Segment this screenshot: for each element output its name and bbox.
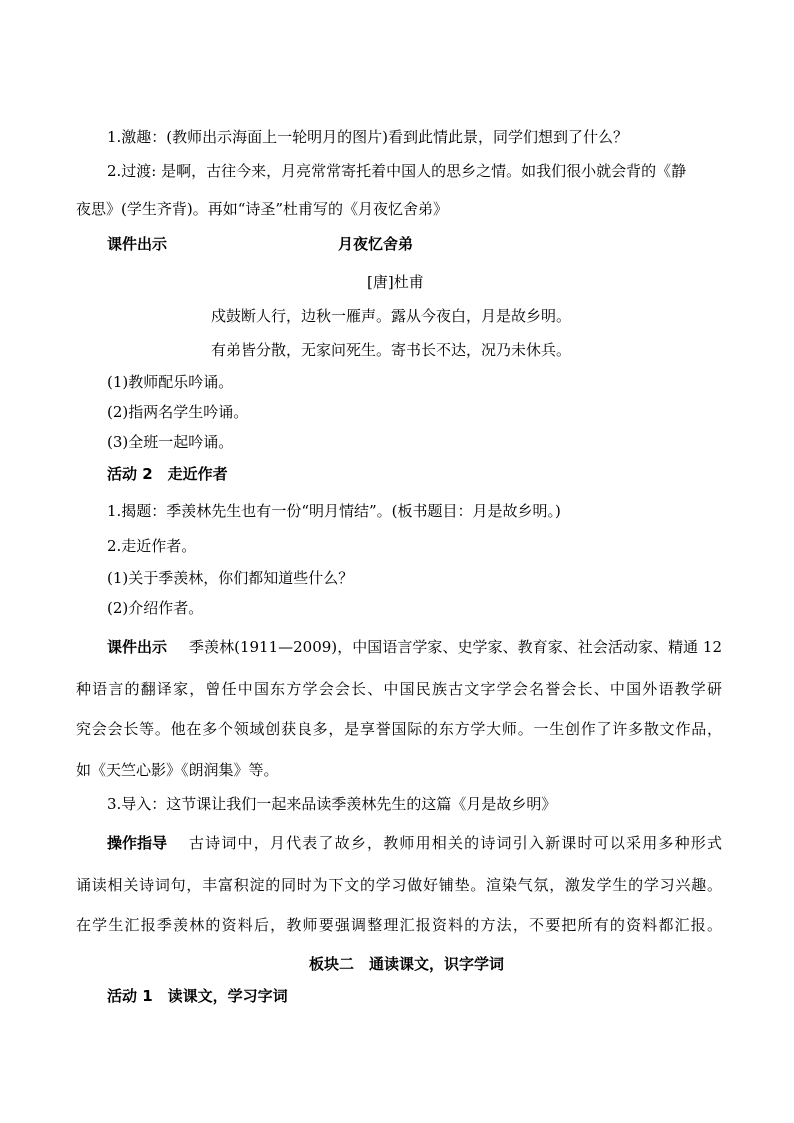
activity-2-item-2-2: (2)介绍作者。 — [107, 599, 204, 617]
bio-line-1: 季羡林(1911—2009)，中国语言学家、史学家、教育家、社会活动家、精通 12 — [189, 638, 722, 656]
activity-2-item-2: 2.走近作者。 — [107, 537, 197, 555]
intro-line: 1.激趣：(教师出示海面上一轮明月的图片)看到此情此景，同学们想到了什么？ — [107, 128, 629, 146]
bio-line-3: 究会会长等。他在多个领域创获良多，是享誉国际的东方学大师。一生创作了许多散文作品， — [76, 720, 722, 738]
step-1: (1)教师配乐吟诵。 — [107, 373, 234, 391]
transition-line: 2.过渡: 是啊，古往今来，月亮常常寄托着中国人的思乡之情。如我们很小就会背的《静 — [107, 162, 687, 180]
bio-line-2: 种语言的翻译家，曾任中国东方学会会长、中国民族古文字学会名誉会长、中国外语教学研 — [76, 680, 722, 698]
activity-1-heading: 活动 1 读课文，学习字词 — [107, 987, 288, 1005]
activity-2-item-1: 1.揭题：季羡林先生也有一份“明月情结”。(板书题目：月是故乡明。) — [107, 502, 561, 520]
courseware-label-2: 课件出示 — [107, 638, 168, 656]
poem-line-1: 戍鼓断人行，边秋一雁声。露从今夜白，月是故乡明。 — [211, 307, 572, 325]
step-2: (2)指两名学生吟诵。 — [107, 403, 249, 421]
guide-line-1: 古诗词中，月代表了故乡，教师用相关的诗词引入新课时可以采用多种形式 — [189, 834, 722, 852]
guide-line-2: 诵读相关诗词句，丰富积淀的同时为下文的学习做好铺垫。渲染气氛，激发学生的学习兴趣。 — [76, 876, 722, 894]
section-2-heading: 板块二 通读课文，识字学词 — [309, 955, 505, 973]
guide-label: 操作指导 — [107, 834, 168, 852]
poem-line-2: 有弟皆分散，无家问死生。寄书长不达，况乃未休兵。 — [211, 341, 572, 359]
poem-author: [唐]杜甫 — [367, 273, 424, 291]
poem-title: 月夜忆舍弟 — [338, 235, 414, 253]
activity-2-item-3: 3.导入：这节课让我们一起来品读季羡林先生的这篇《月是故乡明》 — [107, 795, 557, 813]
activity-2-heading: 活动 2 走近作者 — [107, 465, 228, 483]
courseware-label: 课件出示 — [107, 235, 168, 253]
step-3: (3)全班一起吟诵。 — [107, 433, 234, 451]
bio-line-4: 如《天竺心影》《朗润集》等。 — [76, 761, 279, 779]
activity-2-item-2-1: (1)关于季羡林，你们都知道些什么？ — [107, 569, 354, 587]
guide-line-3: 在学生汇报季羡林的资料后，教师要强调整理汇报资料的方法，不要把所有的资料都汇报。 — [76, 916, 722, 934]
transition-line-cont: 夜思》(学生齐背)。再如“诗圣”杜甫写的《月夜忆舍弟》 — [76, 200, 449, 218]
